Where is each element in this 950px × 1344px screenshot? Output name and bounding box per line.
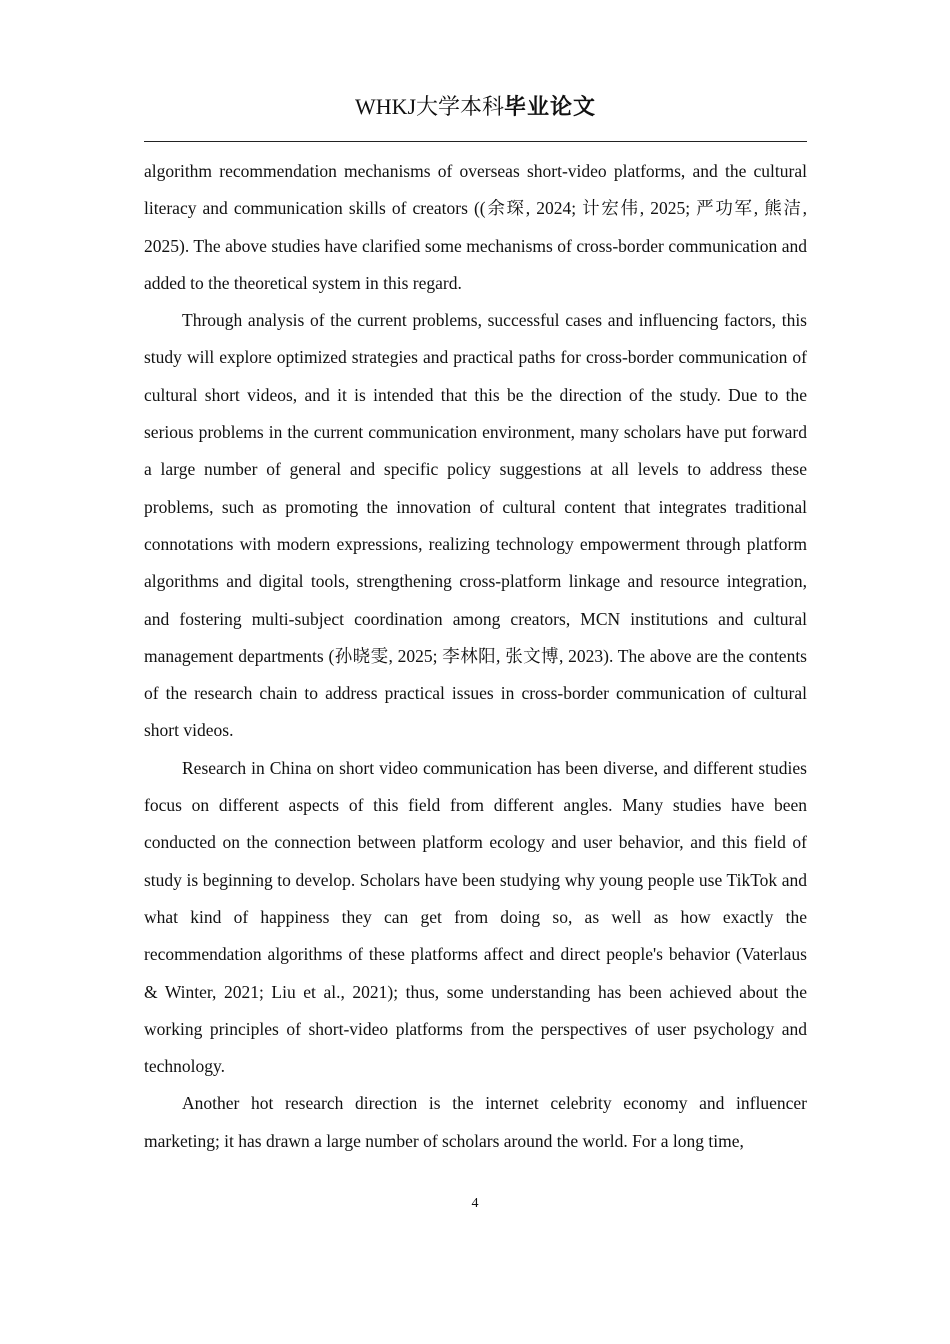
header-rule — [144, 141, 807, 142]
paragraph: Research in China on short video communication has been diverse, and different studies focus on different aspects of this field from different angles. Many studies have been conducted on the connection between platform ecology and user behavior, and this field of study is beginning to develop. Scholars have been studying why young people use TikTok and what kind of happiness they can get from doing so, as well as how exactly the recommendation algorithms of these platforms affect and direct people's behavior (Vaterlaus & Winter, 2021; Liu et al., 2021); thus, some understanding has been achieved about the working principles of short-video platforms from the perspectives of user psychology and technology. — [144, 757, 807, 1077]
paragraph: Through analysis of the current problems, successful cases and influencing factors, this study will explore optimized strategies and practical paths for cross-border communication of cultural short videos, and it is intended that this be the direction of the study. Due to the serious problems in the current communication environment, many scholars have put forward a large number of general and specific policy suggestions at all levels to address these problems, such as promoting the innovation of cultural content that integrates traditional connotations with modern expressions, realizing technology empowerment through platform algorithms and digital tools, strengthening cross-platform linkage and resource integration, and fostering multi-subject coordination among creators, MCN institutions and cultural management departments (孙晓雯, 2025; 李林阳, 张文博, 2023). The above are the contents of the research chain to address practical issues in cross-border communication of cultural short videos. — [144, 310, 807, 741]
paragraph: Another hot research direction is the internet celebrity economy and influencer marketing; it has drawn a large number of scholars around the world. For a long time, — [144, 1093, 807, 1151]
page-number: 4 — [471, 1196, 479, 1211]
body-text — [144, 153, 807, 1160]
header-title-main: WHKJ大学本科 — [354, 94, 505, 119]
header-title-bold: 毕业论文 — [504, 94, 597, 119]
paragraph: algorithm recommendation mechanisms of overseas short-video platforms, and the cultural literacy and communication skills of creators ((余琛, 2024; 计宏伟, 2025; 严功军, 熊洁, 2025). The above studies have clarified some mechanisms of cross-border communication and added to the theoretical system in this regard. — [144, 161, 807, 293]
page-header — [144, 90, 807, 124]
